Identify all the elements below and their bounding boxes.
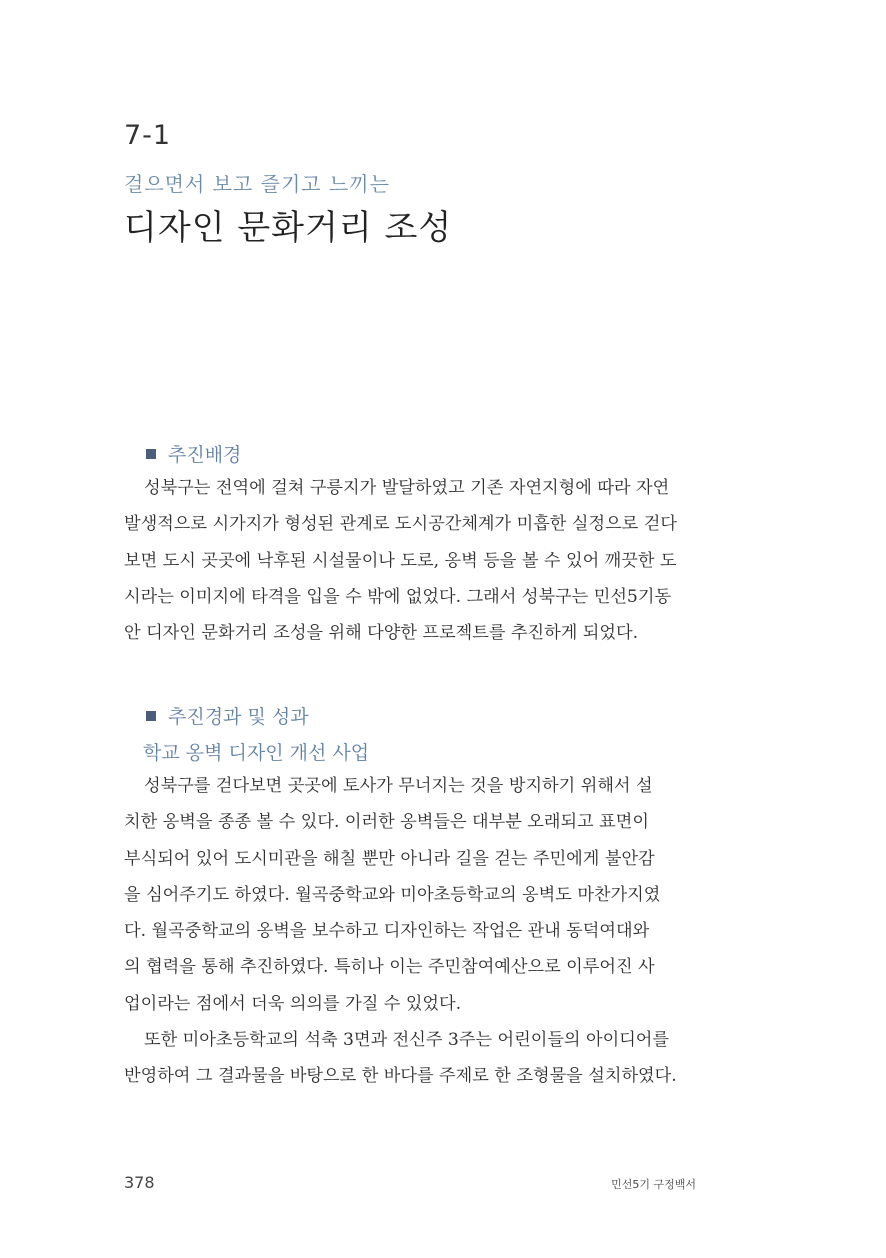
paragraph-line: 성북구는 전역에 걸쳐 구릉지가 발달하였고 기존 자연지형에 따라 자연 bbox=[144, 478, 670, 498]
paragraph-line: 보면 도시 곳곳에 낙후된 시설물이나 도로, 옹벽 등을 볼 수 있어 깨끗한 도 bbox=[124, 550, 677, 571]
section-heading-progress bbox=[146, 702, 309, 729]
paragraph-line: 치한 옹벽을 종종 볼 수 있다. 이러한 옹벽들은 대부분 오래되고 표면이 bbox=[124, 812, 649, 833]
section-heading-label: 추진경과 및 성과 bbox=[168, 706, 309, 728]
paragraph-line: 의 협력을 통해 추진하였다. 특히나 이는 주민참여예산으로 이루어진 사 bbox=[124, 957, 655, 978]
page-number: 378 bbox=[124, 1173, 155, 1192]
chapter-number: 7-1 bbox=[124, 120, 172, 151]
subsection-heading: 학교 옹벽 디자인 개선 사업 bbox=[143, 742, 370, 764]
section-heading-background bbox=[146, 440, 241, 467]
paragraph-line: 안 디자인 문화거리 조성을 위해 다양한 프로젝트를 추진하게 되었다. bbox=[124, 623, 639, 644]
paragraph-line: 성북구를 걷다보면 곳곳에 토사가 무너지는 것을 방지하기 위해서 설 bbox=[144, 776, 653, 796]
paragraph-line: 다. 월곡중학교의 옹벽을 보수하고 디자인하는 작업은 관내 동덕여대와 bbox=[124, 921, 650, 942]
paragraph-line: 발생적으로 시가지가 형성된 관계로 도시공간체계가 미흡한 실정으로 걷다 bbox=[124, 514, 677, 535]
section-body-progress bbox=[124, 768, 704, 1095]
paragraph-line: 반영하여 그 결과물을 바탕으로 한 바다를 주제로 한 조형물을 설치하였다. bbox=[124, 1066, 677, 1087]
section-body-background bbox=[124, 470, 704, 651]
paragraph-line: 또한 미아초등학교의 석축 3면과 전신주 3주는 어린이들의 아이디어를 bbox=[144, 1030, 670, 1051]
square-bullet-icon bbox=[146, 711, 156, 721]
paragraph-line: 업이라는 점에서 더욱 의의를 가질 수 있었다. bbox=[124, 993, 462, 1014]
square-bullet-icon bbox=[146, 449, 156, 459]
chapter-title: 디자인 문화거리 조성 bbox=[124, 208, 453, 248]
paragraph-line: 을 심어주기도 하였다. 월곡중학교와 미아초등학교의 옹벽도 마찬가지였 bbox=[124, 884, 661, 905]
book-title: 민선5기 구정백서 bbox=[611, 1178, 696, 1191]
paragraph-line: 시라는 이미지에 타격을 입을 수 밖에 없었다. 그래서 성북구는 민선5기동 bbox=[124, 586, 672, 607]
section-heading-label: 추진배경 bbox=[168, 444, 242, 466]
paragraph-line: 부식되어 있어 도시미관을 해칠 뿐만 아니라 길을 걷는 주민에게 불안감 bbox=[124, 848, 655, 869]
chapter-subtitle: 걸으면서 보고 즐기고 느끼는 bbox=[124, 172, 390, 196]
